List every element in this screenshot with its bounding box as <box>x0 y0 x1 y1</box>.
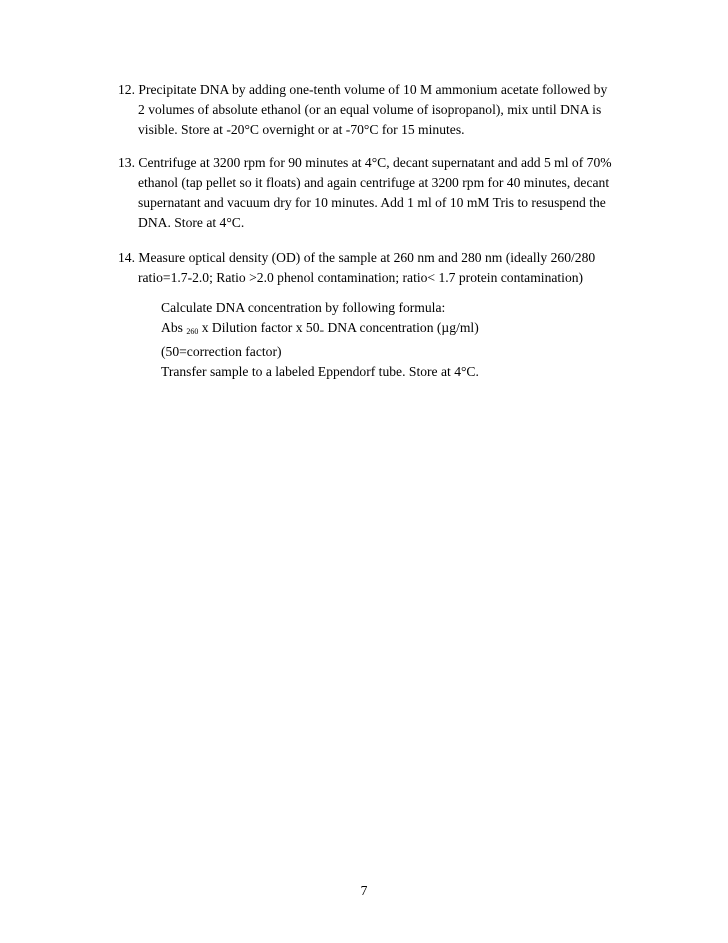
page-number: 7 <box>360 883 368 898</box>
formula-equals-subscript: = <box>319 327 325 336</box>
correction-factor-note: (50=correction factor) <box>161 344 282 359</box>
step-12-line-1: 12. Precipitate DNA by adding one-tenth volume of 10 M ammonium acetate followed by <box>118 82 608 97</box>
step-13-line-2: ethanol (tap pellet so it floats) and again centrifuge at 3200 rpm for 40 minutes, decant <box>138 175 610 190</box>
formula-equation <box>161 318 641 342</box>
step-14-line-1: 14. Measure optical density (OD) of the sample at 260 nm and 280 nm (ideally 260/280 <box>118 250 596 265</box>
formula-abs: Abs <box>161 320 183 335</box>
formula-middle: x Dilution factor x 50 <box>201 320 320 335</box>
step-12-line-3: visible. Store at -20°C overnight or at -70°C for 15 minutes. <box>138 122 465 137</box>
step-13-line-1: 13. Centrifuge at 3200 rpm for 90 minutes at 4°C, decant supernatant and add 5 ml of 70% <box>118 155 612 170</box>
formula-intro: Calculate DNA concentration by following formula: <box>161 300 446 315</box>
formula-result: DNA concentration (µg/ml) <box>327 320 479 335</box>
formula-abs-subscript: 260 <box>186 327 199 336</box>
formula-block <box>161 298 641 382</box>
transfer-instruction: Transfer sample to a labeled Eppendorf tube. Store at 4°C. <box>161 364 479 379</box>
step-14 <box>118 248 638 288</box>
step-13-line-3: supernatant and vacuum dry for 10 minutes. Add 1 ml of 10 mM Tris to resuspend the <box>138 195 606 210</box>
step-12-line-2: 2 volumes of absolute ethanol (or an equal volume of isopropanol), mix until DNA is <box>138 102 602 117</box>
step-13 <box>118 153 638 233</box>
step-13-line-4: DNA. Store at 4°C. <box>138 215 245 230</box>
step-14-line-2: ratio=1.7-2.0; Ratio >2.0 phenol contamination; ratio< 1.7 protein contamination) <box>138 270 584 285</box>
step-12 <box>118 80 638 140</box>
